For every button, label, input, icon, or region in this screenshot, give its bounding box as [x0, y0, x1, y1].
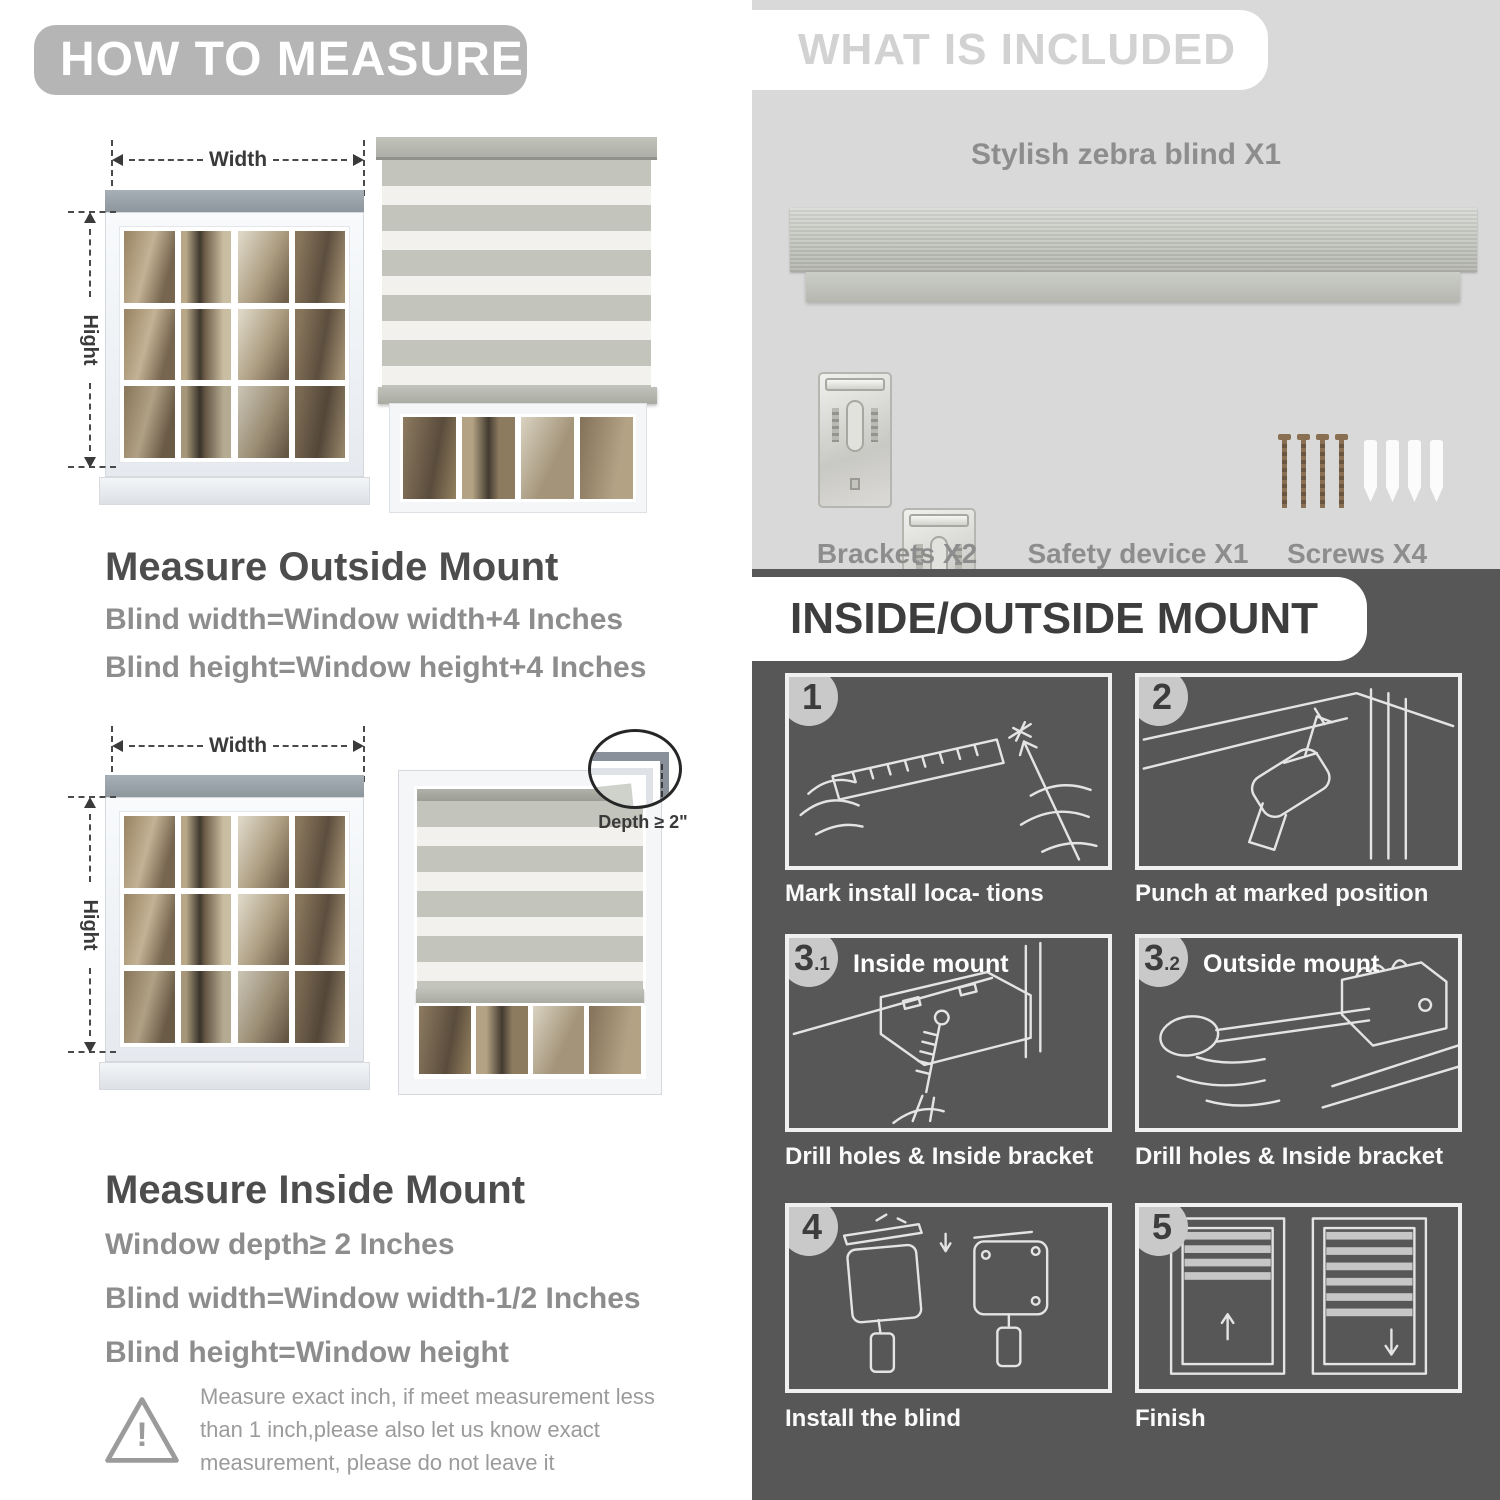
mount-header: INSIDE/OUTSIDE MOUNT	[752, 577, 1367, 661]
step-caption-2: Punch at marked position	[1135, 880, 1429, 907]
window-frame	[105, 212, 364, 477]
height-label: Hight	[79, 314, 102, 366]
safety-device-label: Safety device X1	[1027, 538, 1249, 569]
warning-line1: Measure exact inch, if meet measurement less	[200, 1384, 655, 1409]
brackets-label: Brackets X2	[816, 538, 978, 569]
step-number-badge: 3 .2	[1135, 934, 1188, 987]
blind-bottomrail-inside	[416, 989, 644, 1003]
height-label: Hight	[79, 899, 102, 951]
step-caption-3-1: Drill holes & Inside bracket	[785, 1143, 1094, 1170]
blind-bottomrail-outside	[378, 387, 657, 404]
warning-line2: than 1 inch,please also let us know exact	[200, 1417, 600, 1442]
step-panel-4	[785, 1203, 1112, 1393]
depth-detail-circle	[588, 729, 682, 809]
window-lintel	[105, 190, 364, 212]
screws-label: Screws X4	[1286, 538, 1428, 569]
depth-dashed-line	[661, 764, 663, 806]
width-label: Width	[208, 734, 268, 757]
step-panel-3-1: 3 .1 Inside mount	[785, 934, 1112, 1132]
screw-icon	[1301, 440, 1306, 508]
screw-icon	[1339, 440, 1344, 508]
window-lintel	[105, 775, 364, 797]
wall-anchor-icon	[1430, 440, 1443, 502]
arrowhead-down-icon	[84, 457, 96, 468]
arrowhead-left-icon	[112, 154, 123, 166]
mount-section	[752, 569, 1500, 1500]
wall-anchor-icon	[1386, 440, 1399, 502]
step-panel-2	[1135, 673, 1462, 870]
inside-mount-line2: Blind width=Window width-1/2 Inches	[105, 1282, 641, 1315]
zebra-blind-headrail-lower	[806, 272, 1460, 302]
inside-mount-line3: Blind height=Window height	[105, 1336, 509, 1369]
height-arrow-outside	[78, 212, 102, 468]
window-photo-outside	[105, 190, 364, 505]
blind-headrail-outside	[376, 137, 657, 160]
window-sash	[119, 811, 350, 1048]
step-caption-1: Mark install loca- tions	[785, 880, 1044, 907]
step-caption-3-2: Drill holes & Inside bracket	[1135, 1143, 1444, 1170]
screw-icon	[1320, 440, 1325, 508]
screw-icon	[1282, 440, 1287, 508]
step-number-badge: 1	[785, 673, 838, 726]
included-header: WHAT IS INCLUDED	[752, 10, 1268, 90]
step-number-badge: 4	[785, 1203, 838, 1256]
outside-mount-title: Measure Outside Mount	[105, 545, 559, 589]
mark-location-illustration	[789, 677, 1108, 866]
arrowhead-up-icon	[84, 212, 96, 223]
window-sill	[99, 1062, 370, 1090]
anchors-group	[1364, 440, 1443, 502]
width-arrow-inside	[112, 734, 364, 758]
warning-exclamation: !	[136, 1416, 148, 1454]
window-photo-inside	[105, 775, 364, 1090]
window-pane	[124, 231, 175, 303]
step-number-badge: 2	[1135, 673, 1188, 726]
window-frame	[105, 797, 364, 1062]
blind-fabric-outside	[382, 160, 651, 387]
arrowhead-up-icon	[84, 797, 96, 808]
arrowhead-left-icon	[112, 740, 123, 752]
step-panel-5	[1135, 1203, 1462, 1393]
zebra-blind-label: Stylish zebra blind X1	[970, 138, 1282, 171]
inside-mount-line1: Window depth≥ 2 Inches	[105, 1228, 455, 1261]
wall-anchor-icon	[1364, 440, 1377, 502]
step-number-badge: 3 .1	[785, 934, 838, 987]
width-label: Width	[208, 148, 268, 171]
height-arrow-inside	[78, 797, 102, 1053]
wall-anchor-icon	[1408, 440, 1421, 502]
step-caption-4: Install the blind	[785, 1405, 962, 1432]
inside-mount-title: Measure Inside Mount	[105, 1168, 526, 1212]
width-arrow-outside	[112, 148, 364, 172]
window-sill	[99, 477, 370, 505]
step-panel-1	[785, 673, 1112, 870]
warning-line3: measurement, please do not leave it	[200, 1450, 555, 1475]
zebra-blind-headrail	[790, 208, 1477, 272]
outside-mount-line1: Blind width=Window width+4 Inches	[105, 603, 624, 636]
arrowhead-right-icon	[353, 154, 364, 166]
depth-note: Depth ≥ 2"	[598, 812, 688, 832]
how-to-measure-banner: HOW TO MEASURE	[34, 25, 527, 95]
step-panel-3-2: 3 .2 Outside mount	[1135, 934, 1462, 1132]
bracket-icon	[818, 372, 892, 508]
arrowhead-down-icon	[84, 1042, 96, 1053]
step-caption-5: Finish	[1135, 1405, 1206, 1432]
included-section	[752, 0, 1500, 569]
screws-group	[1282, 440, 1344, 508]
outside-mount-line2: Blind height=Window height+4 Inches	[105, 651, 647, 684]
window-below-blind	[416, 1003, 644, 1077]
window-below-blind	[390, 404, 646, 512]
drill-illustration	[1139, 677, 1458, 866]
window-sash	[119, 226, 350, 463]
arrowhead-right-icon	[353, 740, 364, 752]
step-number-badge: 5	[1135, 1203, 1188, 1256]
